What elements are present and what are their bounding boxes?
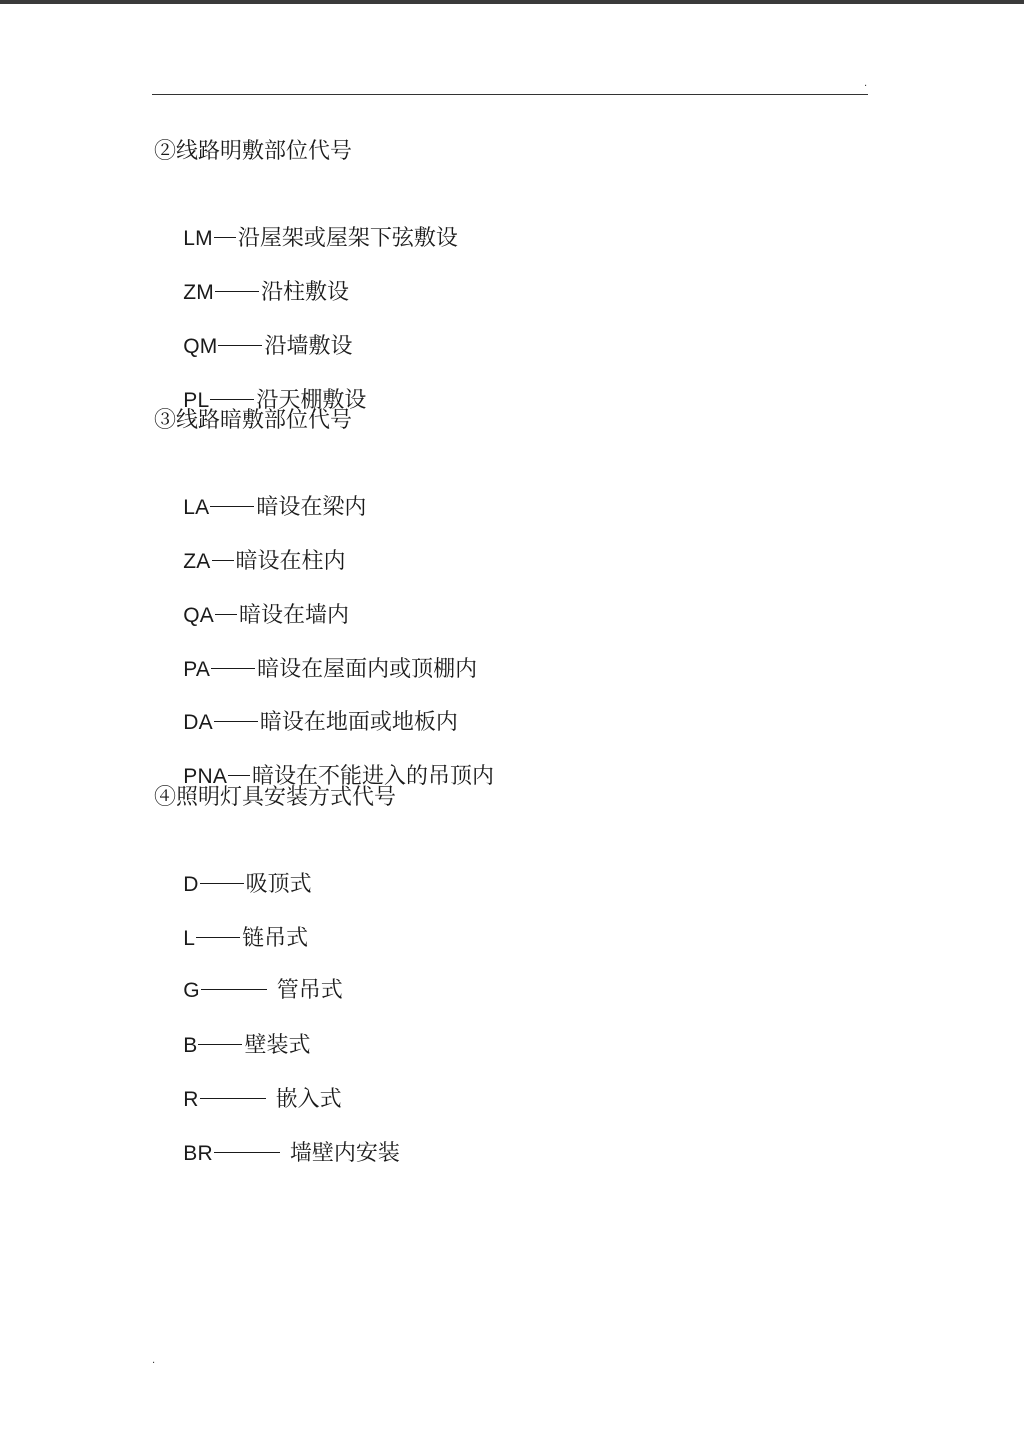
item-code: PNA — [183, 765, 228, 788]
item-description: 沿屋架或屋架下弦敷设 — [237, 226, 458, 251]
dash-separator — [198, 1044, 242, 1045]
header-rule — [152, 94, 868, 95]
dash-separator — [200, 883, 244, 884]
item-code: PL — [183, 389, 210, 412]
list-item — [154, 677, 458, 735]
item-description: 墙壁内安装 — [289, 1141, 400, 1166]
item-description: 暗设在不能进入的吊顶内 — [252, 764, 495, 789]
footer-dot: . — [152, 1355, 156, 1366]
list-item — [154, 1000, 311, 1058]
item-description: 壁装式 — [244, 1033, 311, 1058]
item-description: 沿墙敷设 — [264, 334, 353, 359]
dash-separator — [196, 937, 240, 938]
list-item — [154, 893, 309, 951]
item-code: PA — [183, 658, 211, 681]
item-description: 暗设在柱内 — [235, 549, 346, 574]
dash-separator — [210, 399, 254, 400]
list-item — [154, 516, 346, 574]
item-code: ZM — [183, 281, 214, 304]
item-code: QA — [183, 604, 214, 627]
list-item — [154, 839, 312, 897]
list-item — [154, 193, 458, 251]
list-item — [154, 247, 349, 305]
page-top-edge — [0, 0, 1024, 4]
dash-separator — [200, 1098, 266, 1099]
item-code: B — [183, 1034, 198, 1057]
dash-separator — [218, 345, 262, 346]
list-item — [154, 301, 353, 359]
list-item — [154, 355, 367, 413]
list-item — [154, 1054, 342, 1112]
item-description: 沿柱敷设 — [260, 280, 349, 305]
list-item — [154, 1108, 400, 1166]
dash-separator — [210, 506, 254, 507]
item-code: QM — [183, 335, 218, 358]
list-item — [154, 462, 367, 520]
dash-separator — [212, 560, 234, 561]
section-heading-concealed-wiring: ③线路暗敷部位代号 — [154, 408, 353, 433]
list-item — [154, 624, 478, 682]
item-description: 暗设在墙内 — [239, 603, 350, 628]
item-description: 暗设在屋面内或顶棚内 — [257, 657, 478, 682]
list-item — [154, 570, 350, 628]
dash-separator — [214, 237, 236, 238]
list-item — [154, 731, 495, 789]
dash-separator — [214, 1152, 280, 1153]
list-item — [154, 945, 343, 1003]
dash-separator — [228, 775, 250, 776]
item-code: ZA — [183, 550, 211, 573]
dash-separator — [215, 614, 237, 615]
dash-separator — [214, 721, 258, 722]
dash-separator — [211, 668, 255, 669]
item-code: LA — [183, 496, 210, 519]
item-description: 管吊式 — [276, 978, 343, 1003]
section-heading-luminaire-mounting: ④照明灯具安装方式代号 — [154, 785, 397, 810]
item-code: DA — [183, 711, 213, 734]
section-heading-open-wiring: ②线路明敷部位代号 — [154, 139, 353, 164]
item-code: D — [183, 873, 199, 896]
item-description: 嵌入式 — [275, 1087, 342, 1112]
dash-separator — [201, 989, 267, 990]
item-code: L — [183, 927, 196, 950]
header-dot: · — [864, 81, 868, 92]
item-code: BR — [183, 1142, 213, 1165]
item-description: 暗设在梁内 — [256, 495, 367, 520]
dash-separator — [215, 291, 259, 292]
item-description: 暗设在地面或地板内 — [259, 710, 458, 735]
item-code: G — [183, 979, 200, 1002]
item-code: R — [183, 1088, 199, 1111]
item-description: 吸顶式 — [245, 872, 312, 897]
item-code: LM — [183, 227, 213, 250]
item-description: 链吊式 — [242, 926, 309, 951]
item-description: 沿天棚敷设 — [256, 388, 367, 413]
